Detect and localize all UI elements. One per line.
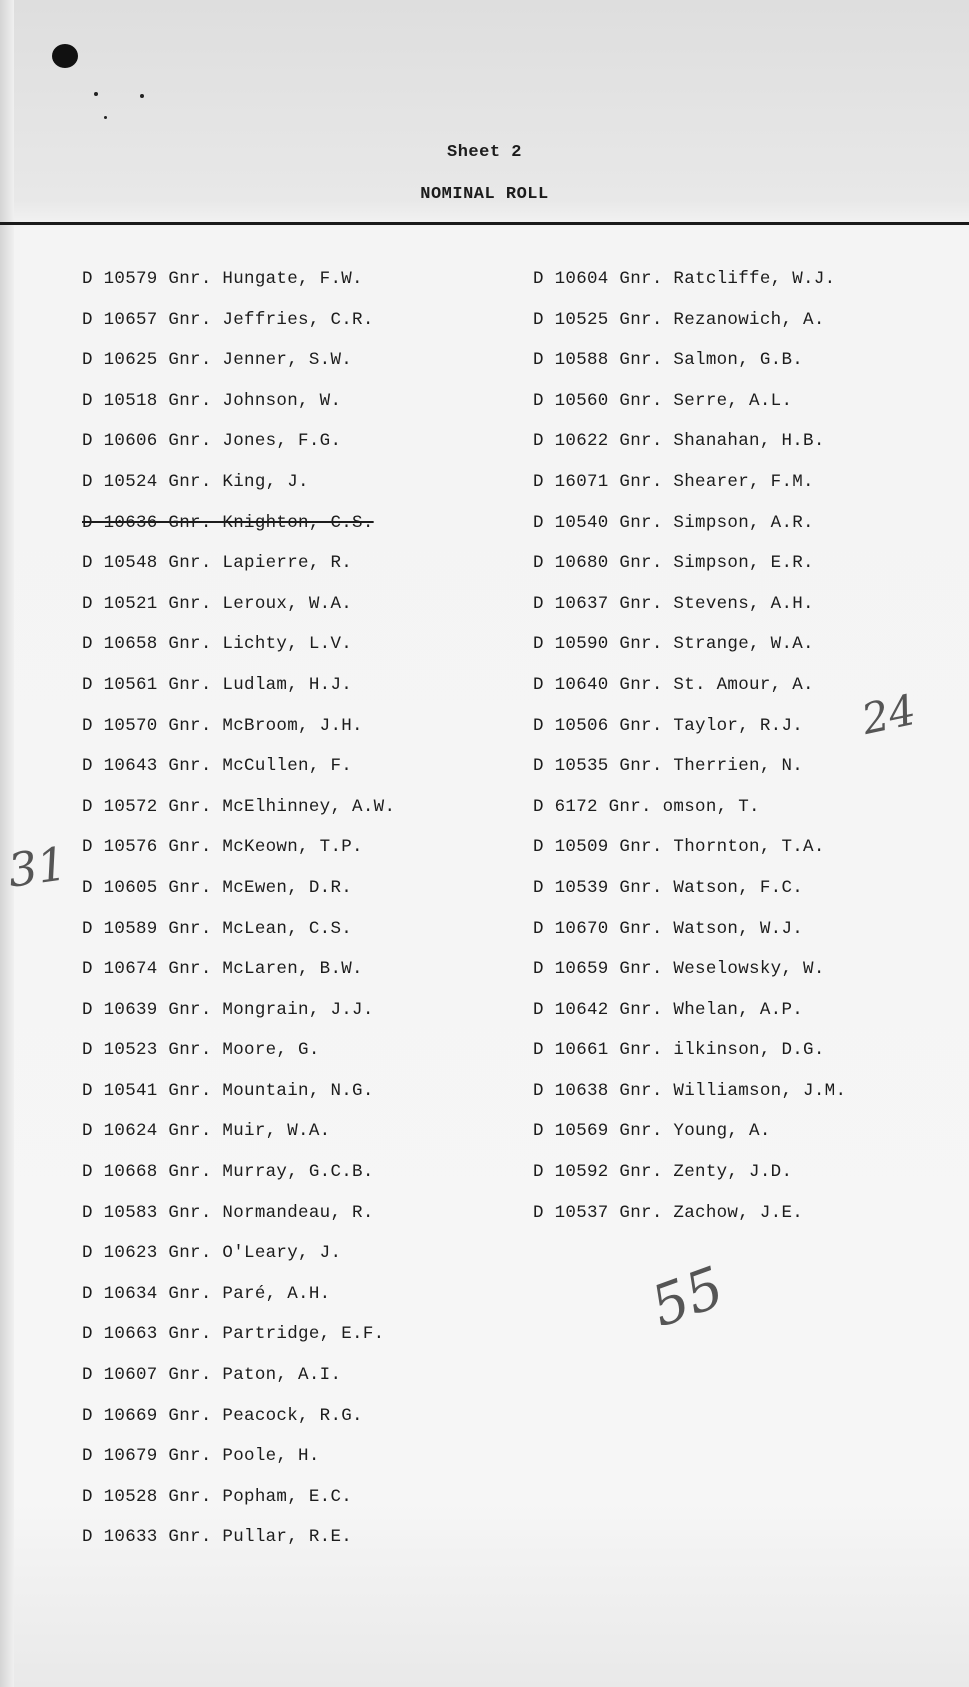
roll-entry-text: D 10642 Gnr. Whelan, A.P. bbox=[533, 999, 804, 1020]
roll-entry bbox=[82, 1200, 395, 1241]
roll-entry bbox=[82, 916, 395, 957]
roll-entry bbox=[533, 591, 846, 632]
roll-entry bbox=[533, 510, 846, 551]
roll-entry bbox=[533, 1078, 846, 1119]
roll-entry bbox=[533, 713, 846, 754]
roll-entry bbox=[533, 388, 846, 429]
roll-entry bbox=[82, 1443, 395, 1484]
roll-entry bbox=[533, 916, 846, 957]
roll-entry bbox=[82, 1403, 395, 1444]
roll-entry-text: D 10659 Gnr. Weselowsky, W. bbox=[533, 959, 825, 980]
roll-entry-text: D 10661 Gnr. ilkinson, D.G. bbox=[533, 1040, 825, 1061]
roll-entry-text: D 10572 Gnr. McElhinney, A.W. bbox=[82, 796, 396, 817]
roll-entry-text: D 10679 Gnr. Poole, H. bbox=[82, 1446, 320, 1467]
roll-entry-text: D 10663 Gnr. Partridge, E.F. bbox=[82, 1324, 385, 1345]
roll-entry-text: D 10569 Gnr. Young, A. bbox=[533, 1121, 771, 1142]
roll-entry-text: D 10607 Gnr. Paton, A.I. bbox=[82, 1365, 342, 1386]
header-rule bbox=[0, 222, 969, 225]
roll-entry-text: D 10622 Gnr. Shanahan, H.B. bbox=[533, 431, 825, 452]
roll-entry bbox=[82, 1078, 395, 1119]
roll-entry bbox=[82, 1362, 395, 1403]
roll-entry-text: D 10680 Gnr. Simpson, E.R. bbox=[533, 553, 814, 574]
roll-entry-text: D 10521 Gnr. Leroux, W.A. bbox=[82, 593, 353, 614]
speck bbox=[140, 94, 144, 98]
roll-entry-text: D 10583 Gnr. Normandeau, R. bbox=[82, 1202, 374, 1223]
roll-entry-text: D 10523 Gnr. Moore, G. bbox=[82, 1040, 320, 1061]
roll-column-left bbox=[82, 266, 395, 1565]
roll-entry bbox=[82, 591, 395, 632]
punch-hole bbox=[52, 44, 78, 68]
roll-entry bbox=[533, 1118, 846, 1159]
roll-entry-text: D 10561 Gnr. Ludlam, H.J. bbox=[82, 674, 353, 695]
roll-entry-text: D 10605 Gnr. McEwen, D.R. bbox=[82, 877, 353, 898]
speck bbox=[94, 92, 98, 96]
roll-entry-text: D 10625 Gnr. Jenner, S.W. bbox=[82, 350, 353, 371]
document-title: NOMINAL ROLL bbox=[420, 185, 549, 204]
roll-entry-text: D 10623 Gnr. O'Leary, J. bbox=[82, 1243, 342, 1264]
roll-entry-text: D 10576 Gnr. McKeown, T.P. bbox=[82, 837, 363, 858]
roll-entry bbox=[533, 956, 846, 997]
roll-entry bbox=[82, 550, 395, 591]
roll-entry-text: D 10589 Gnr. McLean, C.S. bbox=[82, 918, 353, 939]
roll-entry-text: D 10540 Gnr. Simpson, A.R. bbox=[533, 512, 814, 533]
roll-entry-text: D 16071 Gnr. Shearer, F.M. bbox=[533, 471, 814, 492]
roll-entry bbox=[82, 428, 395, 469]
roll-entry bbox=[82, 1321, 395, 1362]
roll-entry bbox=[533, 631, 846, 672]
roll-entry-text: D 10639 Gnr. Mongrain, J.J. bbox=[82, 999, 374, 1020]
roll-entry-text: D 10539 Gnr. Watson, F.C. bbox=[533, 877, 804, 898]
roll-entry-text: D 10634 Gnr. Paré, A.H. bbox=[82, 1283, 331, 1304]
roll-entry-text: D 10604 Gnr. Ratcliffe, W.J. bbox=[533, 269, 836, 289]
roll-entry bbox=[82, 1159, 395, 1200]
roll-entry-text: D 10624 Gnr. Muir, W.A. bbox=[82, 1121, 331, 1142]
roll-entry bbox=[82, 631, 395, 672]
roll-entry bbox=[82, 956, 395, 997]
roll-entry-text: D 10524 Gnr. King, J. bbox=[82, 471, 309, 492]
roll-entry-text: D 10541 Gnr. Mountain, N.G. bbox=[82, 1080, 374, 1101]
roll-entry-text: D 10638 Gnr. Williamson, J.M. bbox=[533, 1080, 847, 1101]
roll-entry bbox=[533, 347, 846, 388]
roll-entry bbox=[82, 1118, 395, 1159]
roll-entry-text: D 10560 Gnr. Serre, A.L. bbox=[533, 390, 793, 411]
roll-entry bbox=[82, 672, 395, 713]
roll-entry-text: D 10606 Gnr. Jones, F.G. bbox=[82, 431, 342, 452]
handwritten-note-55: 55 bbox=[643, 1254, 733, 1341]
roll-entry bbox=[82, 875, 395, 916]
roll-entry bbox=[82, 794, 395, 835]
handwritten-note-24: 24 bbox=[857, 684, 920, 745]
roll-entry-text: D 10570 Gnr. McBroom, J.H. bbox=[82, 715, 363, 736]
roll-entry bbox=[82, 1484, 395, 1525]
roll-entry-text: D 10590 Gnr. Strange, W.A. bbox=[533, 634, 814, 655]
roll-entry bbox=[533, 875, 846, 916]
roll-entry bbox=[533, 428, 846, 469]
roll-entry-text: D 10637 Gnr. Stevens, A.H. bbox=[533, 593, 814, 614]
roll-entry-text: D 10669 Gnr. Peacock, R.G. bbox=[82, 1405, 363, 1426]
roll-entry bbox=[82, 1281, 395, 1322]
roll-entry-text: D 10509 Gnr. Thornton, T.A. bbox=[533, 837, 825, 858]
roll-entry-text: D 10674 Gnr. McLaren, B.W. bbox=[82, 959, 363, 980]
sheet-number: Sheet 2 bbox=[447, 143, 522, 162]
roll-entry bbox=[533, 1037, 846, 1078]
roll-entry-text: D 10535 Gnr. Therrien, N. bbox=[533, 756, 804, 777]
roll-entry-text: D 10528 Gnr. Popham, E.C. bbox=[82, 1486, 353, 1507]
roll-entry bbox=[533, 834, 846, 875]
handwritten-note-31: 31 bbox=[4, 836, 71, 898]
roll-entry bbox=[533, 794, 846, 835]
roll-entry-text: D 10670 Gnr. Watson, W.J. bbox=[533, 918, 804, 939]
roll-entry-text: D 10537 Gnr. Zachow, J.E. bbox=[533, 1202, 804, 1223]
roll-entry bbox=[533, 1200, 846, 1241]
roll-entry-text: D 10506 Gnr. Taylor, R.J. bbox=[533, 715, 804, 736]
roll-entry-text: D 10657 Gnr. Jeffries, C.R. bbox=[82, 309, 374, 330]
roll-entry bbox=[533, 997, 846, 1038]
roll-entry bbox=[533, 753, 846, 794]
roll-entry-text: D 10525 Gnr. Rezanowich, A. bbox=[533, 309, 825, 330]
roll-entry bbox=[82, 266, 395, 307]
roll-entry bbox=[533, 266, 846, 307]
roll-entry bbox=[82, 1240, 395, 1281]
roll-entry bbox=[533, 1159, 846, 1200]
roll-entry-text: D 10592 Gnr. Zenty, J.D. bbox=[533, 1162, 793, 1183]
roll-entry-text: D 10548 Gnr. Lapierre, R. bbox=[82, 553, 353, 574]
speck bbox=[104, 116, 107, 119]
roll-entry-text: D 10579 Gnr. Hungate, F.W. bbox=[82, 269, 363, 289]
roll-entry bbox=[82, 347, 395, 388]
roll-entry bbox=[533, 672, 846, 713]
roll-column-right bbox=[533, 266, 846, 1240]
roll-entry-text: D 10633 Gnr. Pullar, R.E. bbox=[82, 1527, 353, 1548]
roll-entry-text: D 6172 Gnr. omson, T. bbox=[533, 796, 760, 817]
roll-entry bbox=[533, 307, 846, 348]
roll-entry bbox=[82, 753, 395, 794]
roll-entry-text: D 10640 Gnr. St. Amour, A. bbox=[533, 674, 814, 695]
roll-entry-text: D 10668 Gnr. Murray, G.C.B. bbox=[82, 1162, 374, 1183]
roll-entry-text: D 10518 Gnr. Johnson, W. bbox=[82, 390, 342, 411]
roll-entry-text: D 10643 Gnr. McCullen, F. bbox=[82, 756, 353, 777]
roll-entry bbox=[82, 834, 395, 875]
roll-entry bbox=[533, 550, 846, 591]
roll-entry bbox=[82, 388, 395, 429]
roll-entry bbox=[82, 469, 395, 510]
roll-entry bbox=[82, 713, 395, 754]
roll-entry-text: D 10588 Gnr. Salmon, G.B. bbox=[533, 350, 804, 371]
roll-entry bbox=[82, 510, 395, 551]
roll-entry bbox=[82, 1524, 395, 1565]
roll-entry bbox=[533, 469, 846, 510]
roll-entry bbox=[82, 307, 395, 348]
roll-entry bbox=[82, 997, 395, 1038]
roll-entry bbox=[82, 1037, 395, 1078]
roll-entry-text: D 10658 Gnr. Lichty, L.V. bbox=[82, 634, 353, 655]
roll-entry-text: D 10636 Gnr. Knighton, C.S. bbox=[82, 512, 374, 533]
